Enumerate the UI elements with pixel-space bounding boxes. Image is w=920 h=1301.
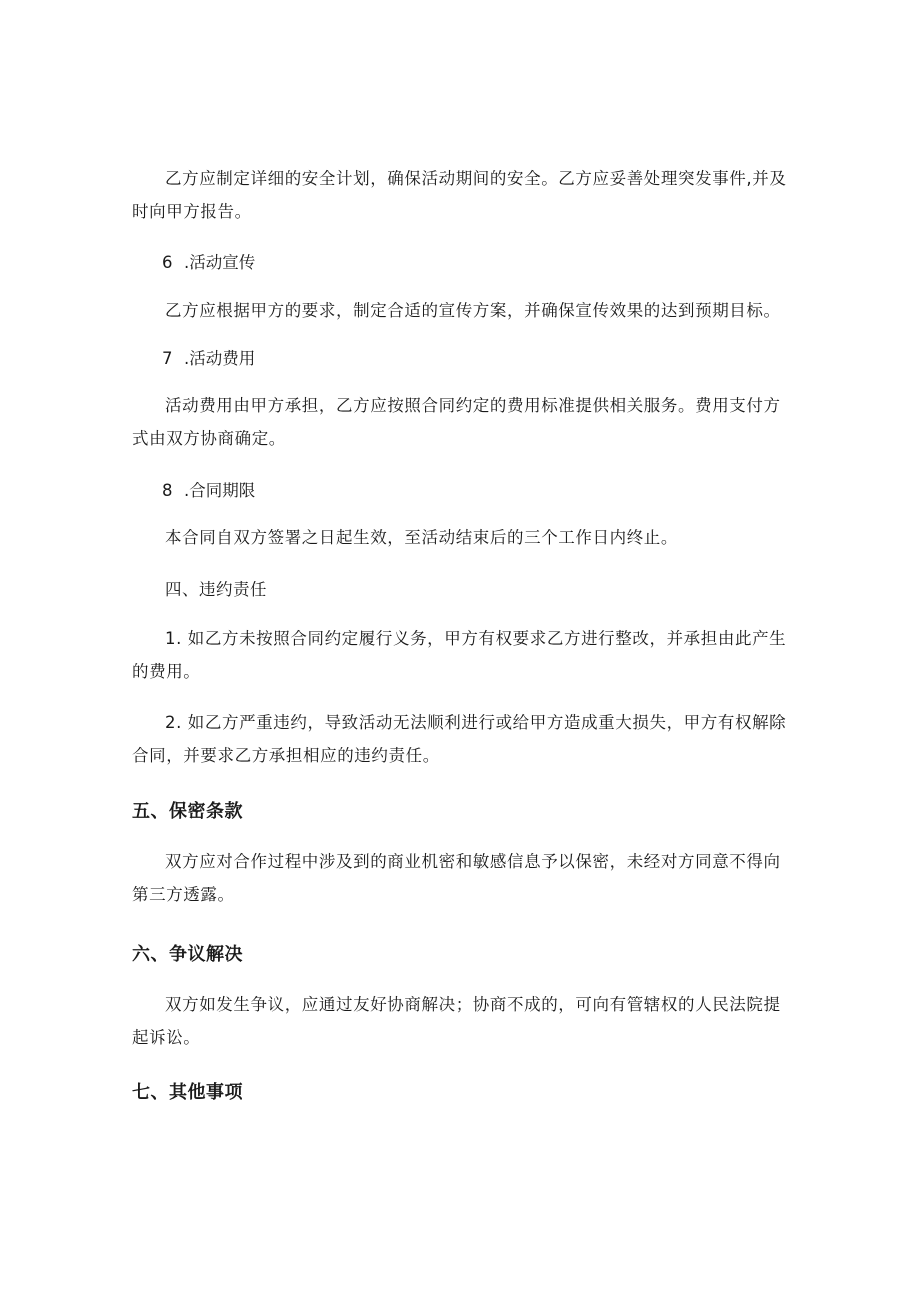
section-heading-confidentiality: 五、保密条款: [132, 801, 243, 822]
paragraph-safety: 乙方应制定详细的安全计划，确保活动期间的安全。乙方应妥善处理突发事件,并及时向甲方报告。: [132, 169, 787, 221]
item-label: .活动宣传: [184, 253, 256, 272]
list-item-fees: [162, 342, 255, 375]
item-number: 8: [162, 481, 173, 500]
section-heading-other: 七、其他事项: [132, 1082, 243, 1103]
paragraph-breach-1: 1. 如乙方未按照合同约定履行义务，甲方有权要求乙方进行整改，并承担由此产生的费用。: [132, 629, 787, 681]
item-label: .活动费用: [184, 349, 256, 368]
section-heading-dispute: 六、争议解决: [132, 944, 243, 965]
paragraph-fees: 活动费用由甲方承担，乙方应按照合同约定的费用标准提供相关服务。费用支付方式由双方协商确定。: [132, 396, 781, 448]
item-number: 7: [162, 349, 173, 368]
list-item-publicity: [162, 246, 255, 279]
item-label: .合同期限: [184, 481, 256, 500]
paragraph-term: 本合同自双方签署之日起生效，至活动结束后的三个工作日内终止。: [165, 528, 678, 547]
paragraph-dispute: 双方如发生争议，应通过友好协商解决；协商不成的，可向有管辖权的人民法院提起诉讼。: [132, 995, 781, 1047]
section-heading-breach: 四、违约责任: [165, 580, 267, 599]
paragraph-confidentiality: 双方应对合作过程中涉及到的商业机密和敏感信息予以保密，未经对方同意不得向第三方透露。: [132, 852, 781, 904]
list-item-term: [162, 474, 255, 507]
paragraph-publicity: 乙方应根据甲方的要求，制定合适的宣传方案，并确保宣传效果的达到预期目标。: [165, 301, 781, 320]
paragraph-breach-2: 2. 如乙方严重违约，导致活动无法顺利进行或给甲方造成重大损失，甲方有权解除合同，并要求乙方承担相应的违约责任。: [132, 713, 787, 765]
item-number: 6: [162, 253, 173, 272]
